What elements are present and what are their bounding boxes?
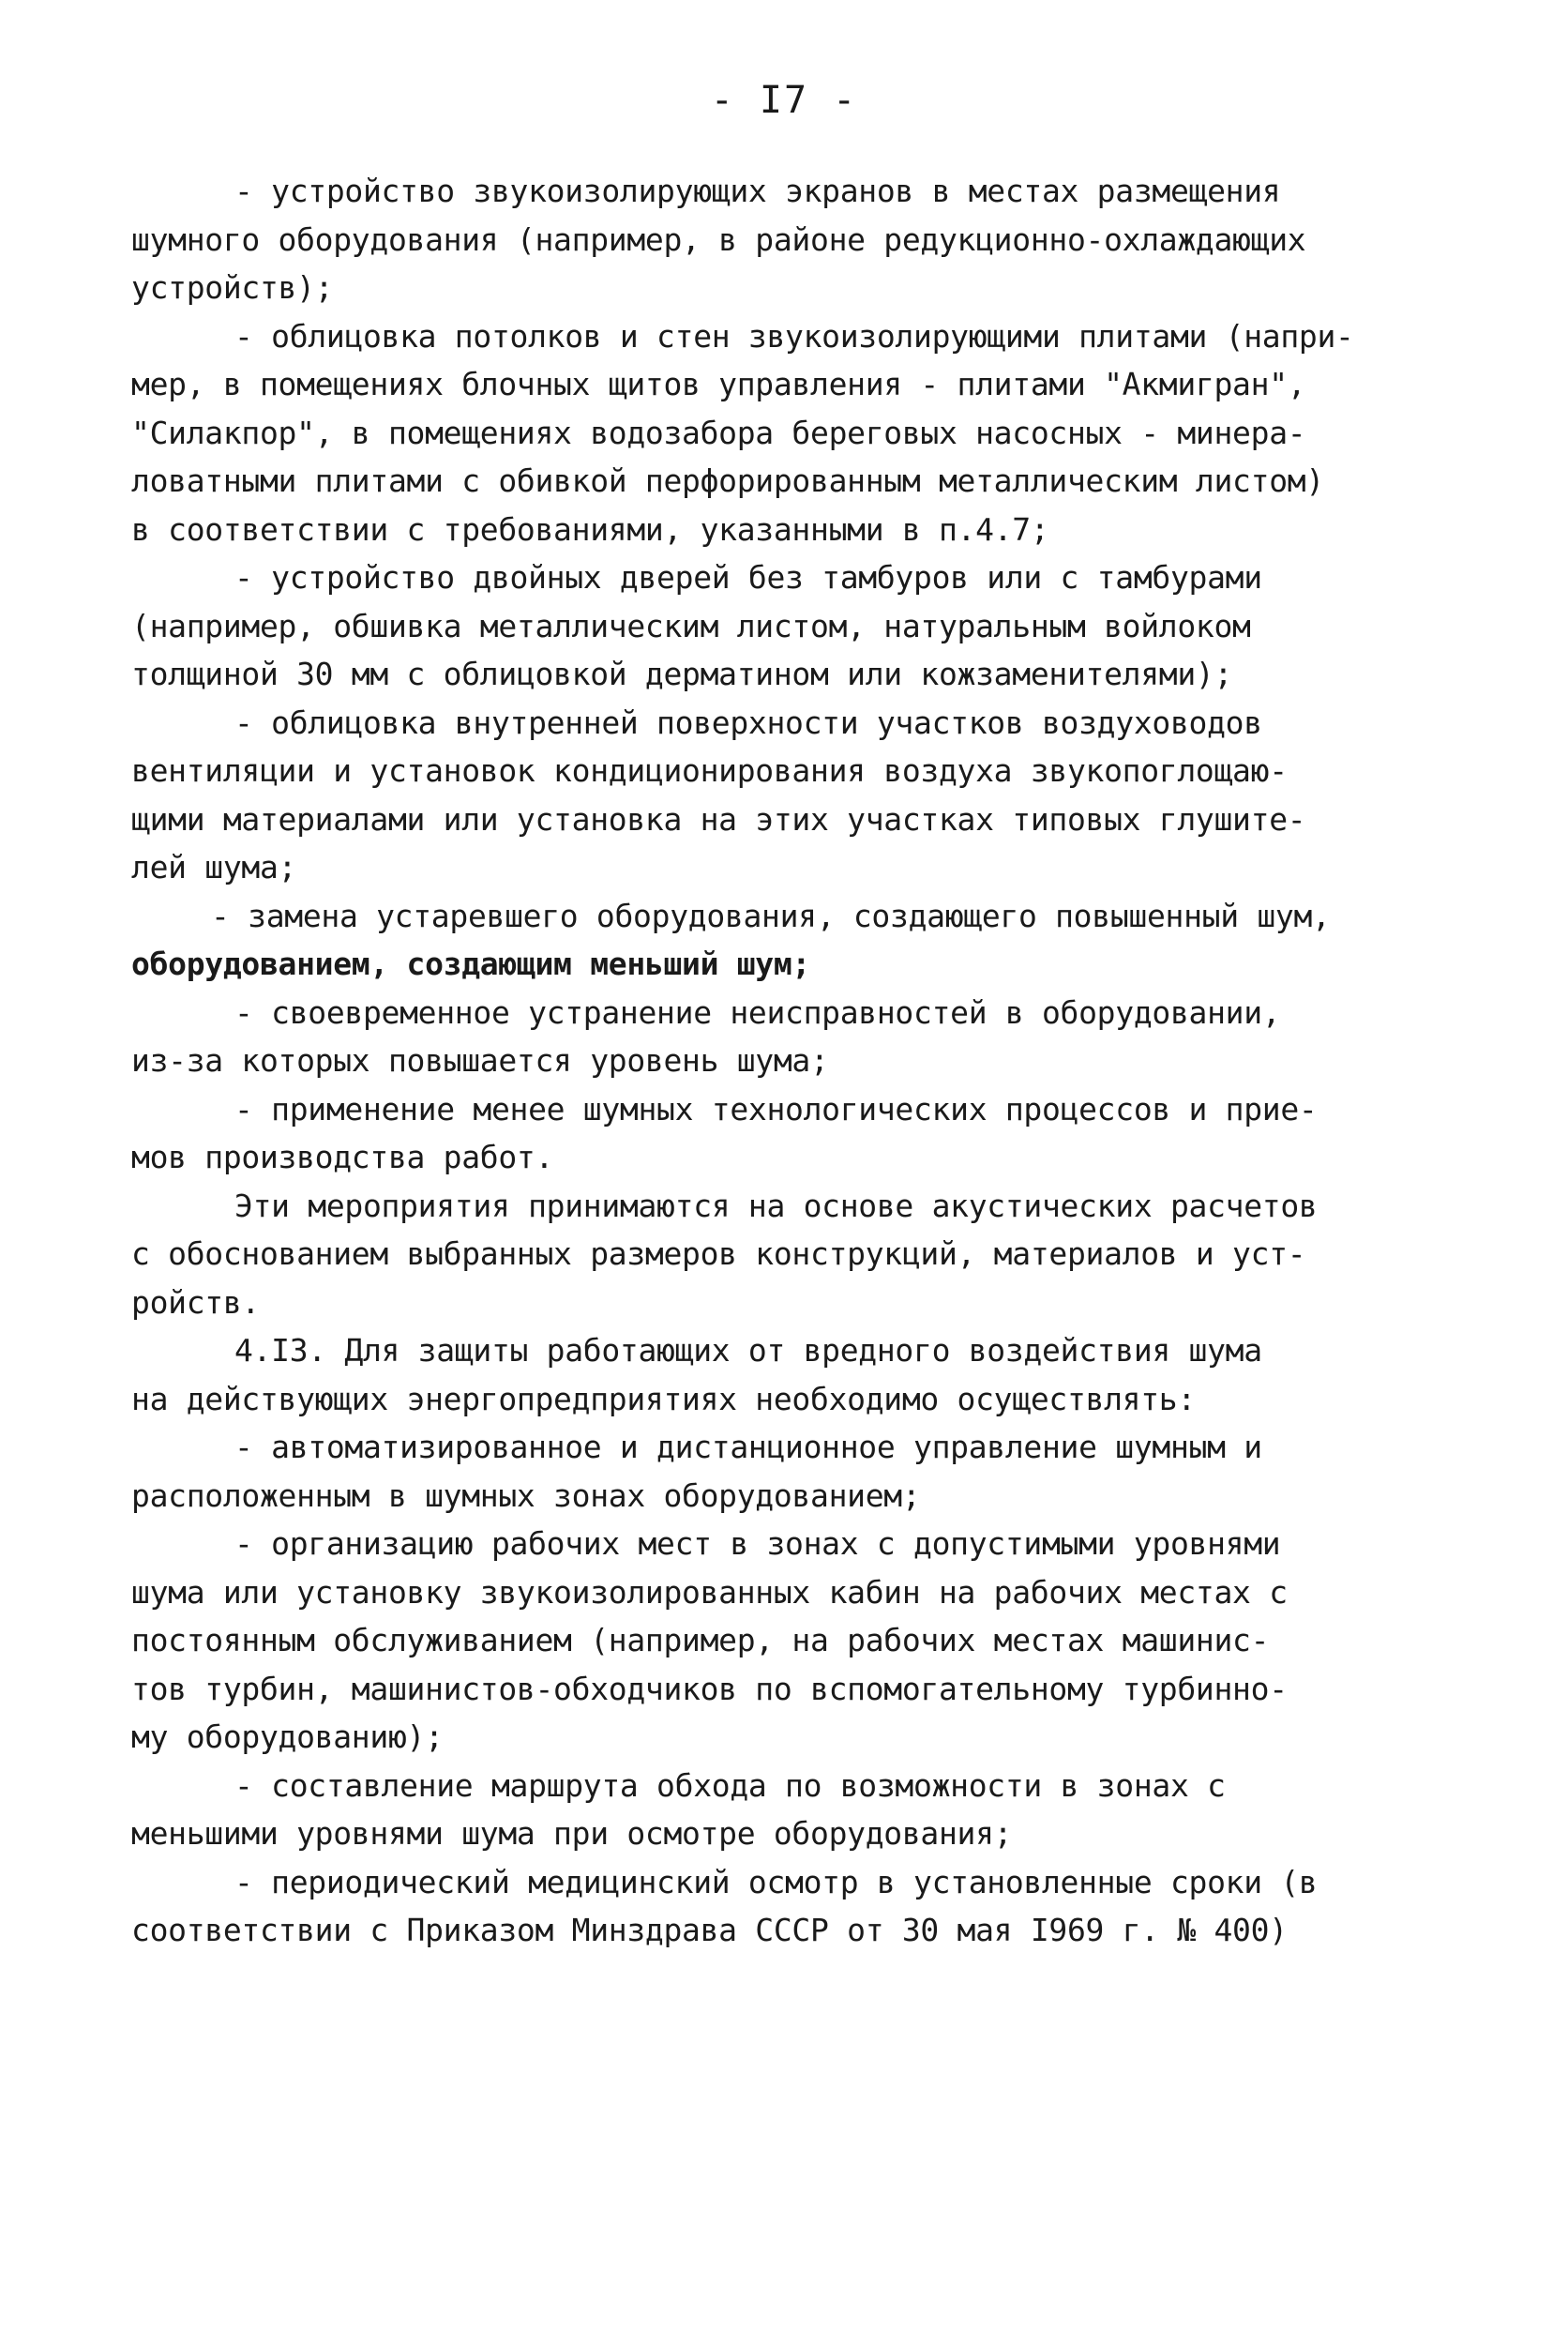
text-line: щими материалами или установка на этих участках типовых глушите- [131, 800, 1306, 838]
text-line: шума или установку звукоизолированных кабин на рабочих местах с [131, 1573, 1288, 1611]
section-heading-line: 4.I3. Для защиты работающих от вредного воздействия шума [234, 1332, 1262, 1369]
text-line: Эти мероприятия принимаются на основе акустических расчетов [234, 1187, 1318, 1224]
page-number: - I7 - [710, 79, 858, 122]
text-line: му оборудованию); [131, 1718, 444, 1755]
text-line: - замена устаревшего оборудования, создающего повышенный шум, [211, 897, 1331, 934]
text-line: - периодический медицинский осмотр в установленные сроки (в [234, 1863, 1318, 1900]
text-line: (например, обшивка металлическим листом, натуральным войлоком [131, 607, 1251, 644]
text-line: постоянным обслуживанием (например, на рабочих местах машинис- [131, 1622, 1270, 1658]
text-line: толщиной 30 мм с облицовкой дерматином или кожзаменителями); [131, 656, 1233, 692]
text-line: мер, в помещениях блочных щитов управления - плитами "Акмигран", [131, 366, 1306, 402]
text-line: тов турбин, машинистов-обходчиков по вспомогательному турбинно- [131, 1670, 1288, 1707]
text-line: - облицовка потолков и стен звукоизолирующими плитами (напри- [234, 317, 1354, 355]
text-line: - организацию рабочих мест в зонах с допустимыми уровнями [234, 1525, 1281, 1562]
text-line: - применение менее шумных технологических процессов и прие- [234, 1090, 1318, 1128]
text-line: - составление маршрута обхода по возможности в зонах с [234, 1766, 1226, 1804]
text-line: вентиляции и установок кондиционирования воздуха звукопоглощаю- [131, 752, 1288, 789]
body-text [131, 167, 1407, 1955]
text-line: - автоматизированное и дистанционное управление шумным и [234, 1429, 1262, 1465]
text-line: - устройство звукоизолирующих экранов в местах размещения [234, 173, 1281, 209]
text-line: в соответствии с требованиями, указанными в п.4.7; [131, 510, 1049, 548]
text-line: "Силакпор", в помещениях водозабора береговых насосных - минера- [131, 414, 1306, 451]
text-line: шумного оборудования (например, в районе редукционно-охлаждающих [131, 220, 1306, 258]
text-line: на действующих энергопредприятиях необходимо осуществлять: [131, 1380, 1196, 1417]
text-line: - устройство двойных дверей без тамбуров или с тамбурами [234, 559, 1262, 596]
text-line: расположенным в шумных зонах оборудованием; [131, 1476, 921, 1514]
text-line: ройств. [131, 1283, 260, 1321]
text-line: - своевременное устранение неисправностей в оборудовании, [234, 993, 1281, 1031]
text-line: лей шума; [131, 849, 297, 885]
text-line: из-за которых повышается уровень шума; [131, 1042, 829, 1079]
text-line: устройств); [131, 269, 334, 306]
text-line: соответствии с Приказом Минздрава СССР от 30 мая I969 г. № 400) [131, 1912, 1288, 1948]
text-line: мов производства работ. [131, 1139, 554, 1175]
text-line: с обоснованием выбранных размеров конструкций, материалов и уст- [131, 1235, 1306, 1272]
text-line: меньшими уровнями шума при осмотре оборудования; [131, 1815, 1013, 1852]
text-line: ловатными плитами с обивкой перфорированным металлическим листом) [131, 462, 1324, 499]
text-line: - облицовка внутренней поверхности участков воздуховодов [234, 704, 1262, 741]
text-line: оборудованием, создающим меньший шум; [131, 946, 811, 982]
